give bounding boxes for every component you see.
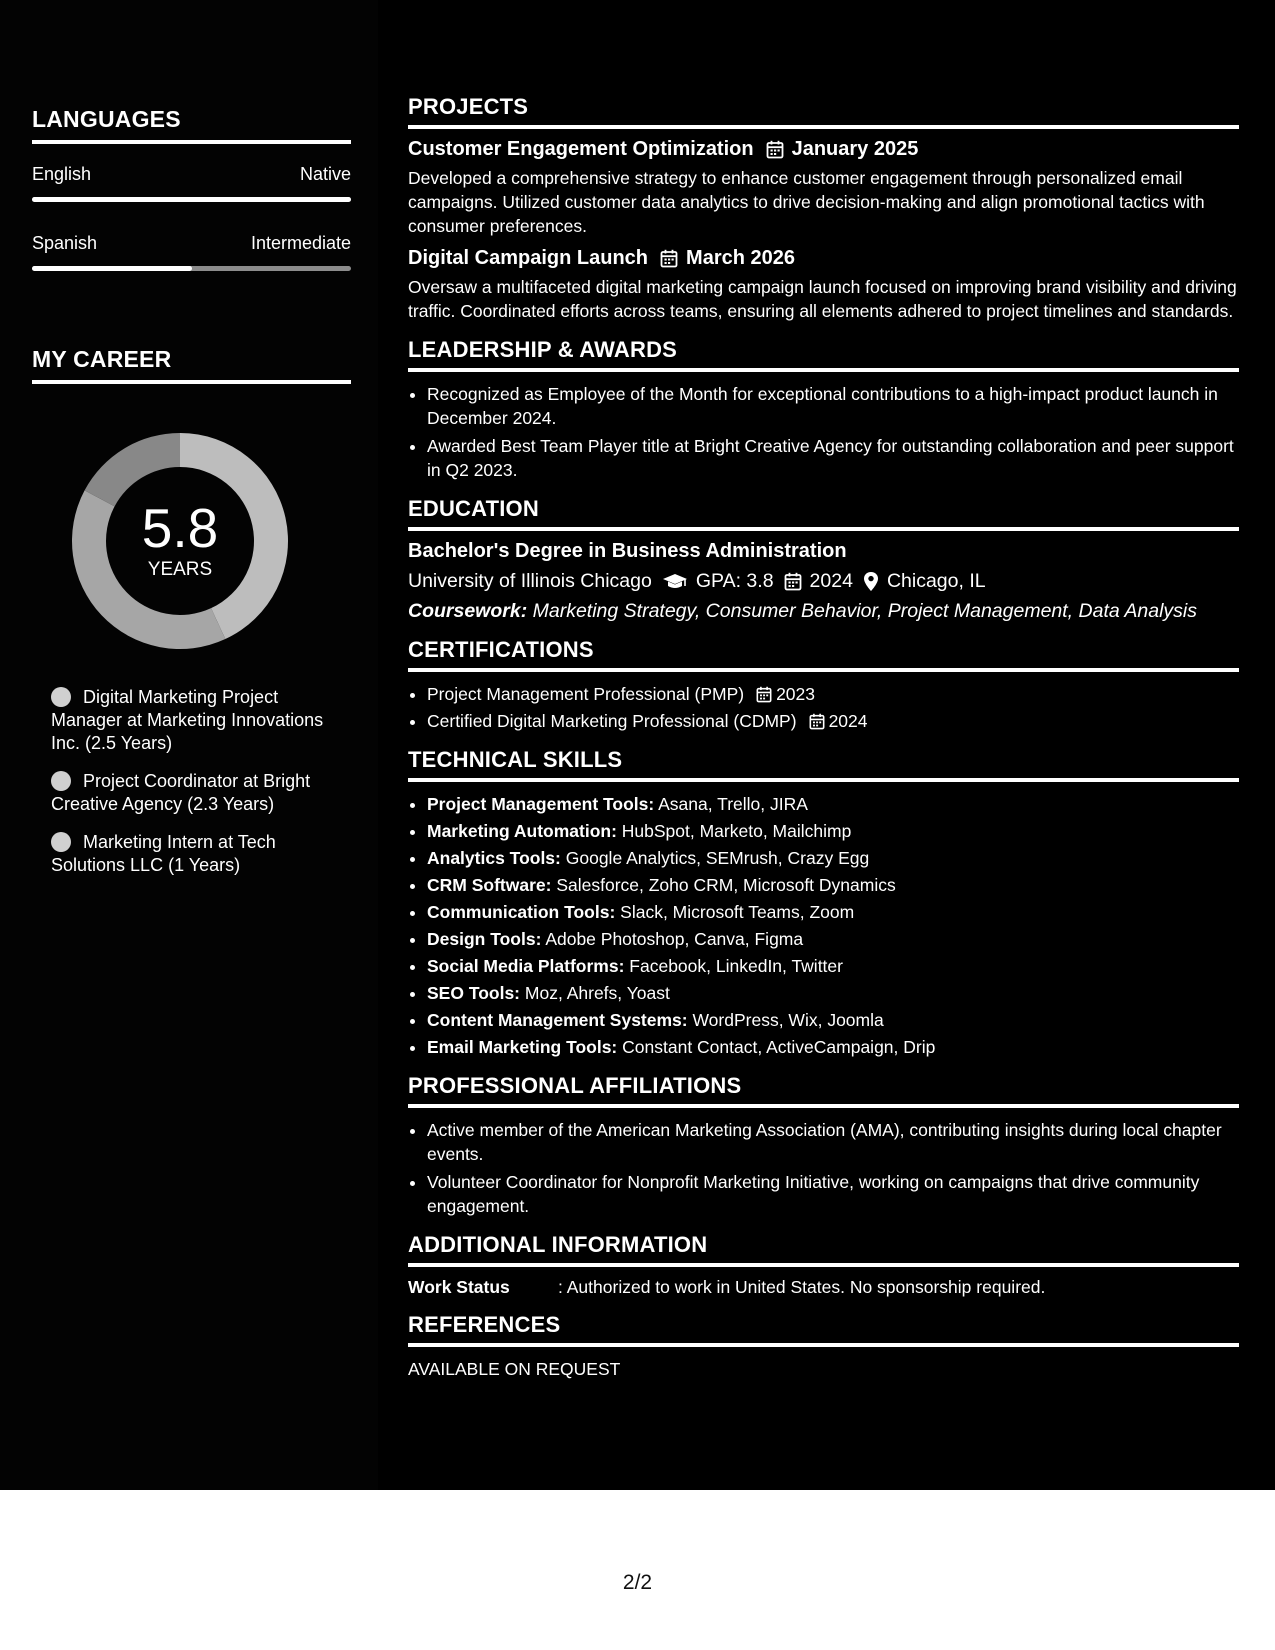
skill-value: Slack, Microsoft Teams, Zoom bbox=[620, 902, 855, 922]
affiliations-section bbox=[408, 1073, 1239, 1218]
project-description: Developed a comprehensive strategy to enhance customer engagement through personalized email campaigns. Utilized customer data analytics to drive decision-making and align promotional tactics with consumer preferences. bbox=[408, 168, 1205, 236]
skill-label: Email Marketing Tools: bbox=[427, 1037, 618, 1057]
education-gpa: GPA: 3.8 bbox=[695, 570, 774, 592]
certifications-list bbox=[408, 682, 1239, 733]
skill-value: Facebook, LinkedIn, Twitter bbox=[629, 956, 843, 976]
skill-value: HubSpot, Marketo, Mailchimp bbox=[621, 821, 852, 841]
additional-info-section bbox=[408, 1232, 1239, 1298]
skill-item bbox=[427, 927, 1239, 951]
project-header bbox=[408, 138, 1239, 161]
graduation-cap-icon bbox=[662, 573, 688, 591]
project-date: March 2026 bbox=[686, 247, 795, 269]
skill-item bbox=[427, 900, 1239, 924]
list-item bbox=[427, 709, 1239, 733]
skill-label: Analytics Tools: bbox=[427, 848, 561, 868]
affiliations-list bbox=[408, 1118, 1239, 1218]
career-list bbox=[51, 686, 351, 892]
coursework-list: Marketing Strategy, Consumer Behavior, Project Management, Data Analysis bbox=[532, 600, 1198, 622]
calendar-icon bbox=[784, 572, 802, 591]
project-name: Customer Engagement Optimization bbox=[408, 138, 754, 160]
career-donut-segment bbox=[85, 433, 180, 506]
certification-year: 2024 bbox=[828, 711, 868, 731]
skill-value: Constant Contact, ActiveCampaign, Drip bbox=[622, 1037, 936, 1057]
education-section bbox=[408, 496, 1239, 623]
career-item bbox=[51, 686, 351, 755]
education-degree: Bachelor's Degree in Business Administration bbox=[408, 540, 847, 562]
skill-label: Social Media Platforms: bbox=[427, 956, 625, 976]
list-item bbox=[427, 682, 1239, 706]
certifications-section bbox=[408, 637, 1239, 733]
education-details bbox=[408, 570, 1239, 593]
skill-item bbox=[427, 792, 1239, 816]
career-item bbox=[51, 770, 351, 816]
references-text: AVAILABLE ON REQUEST bbox=[408, 1359, 621, 1379]
certification-name: • Certified Digital Marketing Professional (CDMP) bbox=[427, 711, 797, 731]
language-name: Spanish bbox=[32, 233, 98, 253]
language-name: English bbox=[32, 164, 92, 184]
language-level: Intermediate bbox=[250, 233, 351, 253]
career-item-text: Marketing Intern at Tech Solutions LLC (1 Years) bbox=[51, 832, 276, 875]
skill-label: CRM Software: bbox=[427, 875, 552, 895]
leadership-section bbox=[408, 337, 1239, 482]
skill-item bbox=[427, 846, 1239, 870]
skill-value: Salesforce, Zoho CRM, Microsoft Dynamics bbox=[556, 875, 896, 895]
bullet-dot-icon bbox=[51, 832, 71, 852]
language-item bbox=[32, 233, 351, 271]
education-school: University of Illinois Chicago bbox=[408, 570, 652, 592]
skill-value: Moz, Ahrefs, Yoast bbox=[524, 983, 670, 1003]
career-item-text: Digital Marketing Project Manager at Marketing Innovations Inc. (2.5 Years) bbox=[51, 687, 324, 753]
skill-label: Project Management Tools: bbox=[427, 794, 655, 814]
skills-list bbox=[408, 792, 1239, 1059]
skill-value: Asana, Trello, JIRA bbox=[658, 794, 808, 814]
skill-item bbox=[427, 981, 1239, 1005]
list-item: • Recognized as Employee of the Month for exceptional contributions to a high-impact product launch in December 2024. bbox=[427, 382, 1239, 430]
career-total bbox=[63, 497, 297, 581]
education-coursework bbox=[408, 600, 1239, 623]
education-location: Chicago, IL bbox=[886, 570, 986, 592]
section-title: PROFESSIONAL AFFILIATIONS bbox=[408, 1073, 1239, 1108]
language-proficiency-bar bbox=[32, 197, 351, 202]
skill-label: Communication Tools: bbox=[427, 902, 616, 922]
list-item: • Active member of the American Marketing Association (AMA), contributing insights during local chapter events. bbox=[427, 1118, 1239, 1166]
work-status-label: Work Status bbox=[408, 1277, 510, 1297]
career-total-years: 5.8 bbox=[141, 497, 219, 559]
project-date: January 2025 bbox=[791, 138, 919, 160]
calendar-icon bbox=[766, 140, 784, 159]
languages-title: LANGUAGES bbox=[32, 106, 351, 144]
skill-label: Marketing Automation: bbox=[427, 821, 617, 841]
leadership-list bbox=[408, 382, 1239, 482]
skill-item bbox=[427, 873, 1239, 897]
project-header bbox=[408, 247, 1239, 270]
skill-item bbox=[427, 819, 1239, 843]
project-name: Digital Campaign Launch bbox=[408, 247, 649, 269]
skill-item bbox=[427, 1008, 1239, 1032]
section-title: CERTIFICATIONS bbox=[408, 637, 1239, 672]
list-item: • Volunteer Coordinator for Nonprofit Marketing Initiative, working on campaigns that drive community engagement. bbox=[427, 1170, 1239, 1218]
skill-label: Content Management Systems: bbox=[427, 1010, 688, 1030]
career-item-text: Project Coordinator at Bright Creative Agency (2.3 Years) bbox=[51, 771, 311, 814]
map-pin-icon bbox=[863, 571, 879, 592]
references-section bbox=[408, 1312, 1239, 1380]
list-item: • Awarded Best Team Player title at Bright Creative Agency for outstanding collaboration and peer support in Q2 2023. bbox=[427, 434, 1239, 482]
career-item bbox=[51, 831, 351, 877]
skill-label: Design Tools: bbox=[427, 929, 542, 949]
calendar-icon bbox=[809, 713, 825, 730]
bullet-dot-icon bbox=[51, 771, 71, 791]
language-proficiency-fill bbox=[32, 197, 351, 202]
project-description: Oversaw a multifaceted digital marketing campaign launch focused on improving brand visibility and driving traffic. Coordinated efforts across teams, ensuring all elements adhered to project timelines and standards. bbox=[408, 277, 1237, 321]
bullet-dot-icon bbox=[51, 687, 71, 707]
language-proficiency-fill bbox=[32, 266, 192, 271]
certification-name: • Project Management Professional (PMP) bbox=[427, 684, 745, 704]
skill-item bbox=[427, 954, 1239, 978]
language-level: Native bbox=[299, 164, 351, 184]
coursework-label: Coursework: bbox=[408, 600, 528, 622]
skills-section bbox=[408, 747, 1239, 1059]
calendar-icon bbox=[756, 686, 772, 703]
page-number: 2/2 bbox=[622, 1571, 653, 1594]
skill-label: SEO Tools: bbox=[427, 983, 521, 1003]
certification-year: 2023 bbox=[776, 684, 816, 704]
section-title: PROJECTS bbox=[408, 94, 1239, 129]
work-status-value: : Authorized to work in United States. No sponsorship required. bbox=[558, 1277, 1046, 1297]
work-status-row bbox=[408, 1277, 1239, 1298]
section-title: REFERENCES bbox=[408, 1312, 1239, 1347]
career-total-unit: YEARS bbox=[147, 559, 213, 580]
skill-item bbox=[427, 1035, 1239, 1059]
education-year: 2024 bbox=[809, 570, 853, 592]
section-title: EDUCATION bbox=[408, 496, 1239, 531]
skill-value: Adobe Photoshop, Canva, Figma bbox=[545, 929, 804, 949]
projects-section bbox=[408, 94, 1239, 323]
calendar-icon bbox=[660, 249, 678, 268]
language-proficiency-bar bbox=[32, 266, 351, 271]
section-title: LEADERSHIP & AWARDS bbox=[408, 337, 1239, 372]
skill-value: Google Analytics, SEMrush, Crazy Egg bbox=[565, 848, 870, 868]
main-content bbox=[408, 94, 1239, 1394]
section-title: ADDITIONAL INFORMATION bbox=[408, 1232, 1239, 1267]
language-item bbox=[32, 164, 351, 202]
career-title: MY CAREER bbox=[32, 346, 351, 384]
skill-value: WordPress, Wix, Joomla bbox=[692, 1010, 884, 1030]
section-title: TECHNICAL SKILLS bbox=[408, 747, 1239, 782]
